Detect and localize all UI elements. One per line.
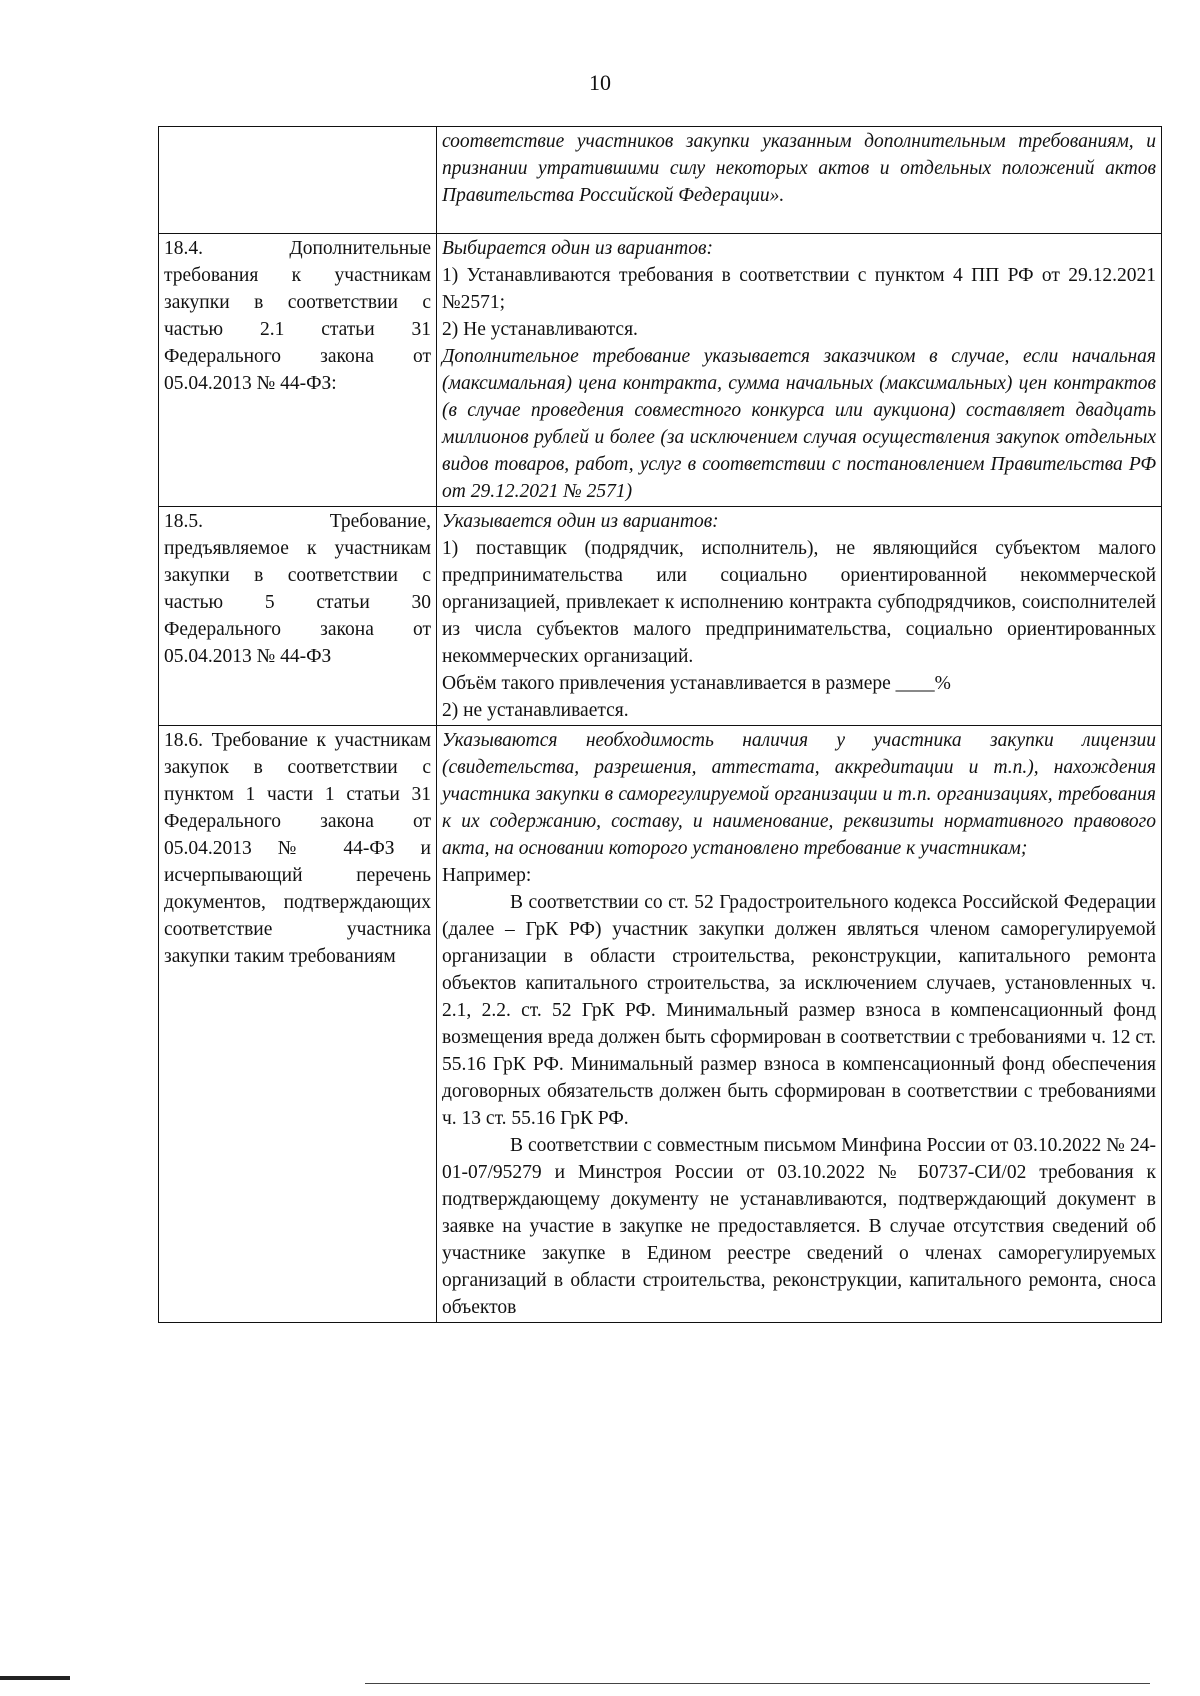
instruction-text: Указываются необходимость наличия у участника закупки лицензии (свидетельства, разрешения, аттестата, аккредитации и т.п.), нахождения участника закупки в саморегулируемой организации и т.п. организациях, требования к их содержанию, составу, и наименование, реквизиты нормативного правового акта, на основании которого установлено требование к участникам;	[442, 730, 1156, 859]
instruction-text: Указывается один из вариантов:	[442, 511, 719, 532]
table-row	[159, 234, 1162, 507]
continued-text: соответствие участников закупки указанным дополнительным требованиям, и признании утратившими силу некоторых актов и отдельных положений актов Правительства Российской Федерации».	[442, 131, 1156, 206]
row-label: 18.4. Дополнительные требования к участникам закупки в соответствии с частью 2.1 статьи 31 Федерального закона от 05.04.2013 № 44-ФЗ:	[164, 238, 431, 394]
option-text: 1) Устанавливаются требования в соответствии с пунктом 4 ПП РФ от 29.12.2021 №2571;	[442, 265, 1156, 313]
table-row	[159, 507, 1162, 726]
table-row	[159, 726, 1162, 1323]
row-content-cell	[437, 726, 1162, 1323]
option-text: 2) Не устанавливаются.	[442, 319, 638, 340]
row-label-cell	[159, 234, 437, 507]
page-number: 10	[589, 70, 611, 95]
row-label-cell	[159, 507, 437, 726]
requirements-table	[158, 126, 1162, 1323]
option-text: 1) поставщик (подрядчик, исполнитель), не являющийся субъектом малого предпринимательства или социально ориентированной некоммерческой организацией, привлекает к исполнению контракта субподрядчиков, соисполнителей из числа субъектов малого предпринимательства, социально ориентированных некоммерческих организаций.	[442, 538, 1156, 667]
option-text: Объём такого привлечения устанавливается в размере ____%	[442, 673, 951, 694]
table-row	[159, 127, 1162, 234]
instruction-text: Дополнительное требование указывается заказчиком в случае, если начальная (максимальная) цена контракта, сумма начальных (максимальных) цен контрактов (в случае проведения совместного конкурса или аукциона) составляет двадцать миллионов рублей и более (за исключением случая осуществления закупок отдельных видов товаров, работ, услуг в соответствии с постановлением Правительства РФ от 29.12.2021 № 2571)	[442, 346, 1156, 502]
example-paragraph: В соответствии со ст. 52 Градостроительного кодекса Российской Федерации (далее – ГрК РФ) участник закупки должен являться членом саморегулируемой организации в области строительства, реконструкции, капитального ремонта объектов капитального строительства, за исключением случаев, установленных ч. 2.1, 2.2. ст. 52 ГрК РФ. Минимальный размер взноса в компенсационный фонд возмещения вреда должен быть сформирован в соответствии с требованиями ч. 12 ст. 55.16 ГрК РФ. Минимальный размер взноса в компенсационный фонд обеспечения договорных обязательств должен быть сформирован в соответствии с требованиями ч. 13 ст. 55.16 ГрК РФ.	[442, 892, 1156, 1129]
footer-rule	[365, 1683, 1150, 1684]
row-label-cell	[159, 127, 437, 234]
option-text: 2) не устанавливается.	[442, 700, 629, 721]
scan-edge-mark	[0, 1676, 70, 1680]
row-label: 18.6. Требование к участникам закупок в соответствии с пунктом 1 части 1 статьи 31 Федерального закона от 05.04.2013 № 44-ФЗ и исчерпывающий перечень документов, подтверждающих соответствие участника закупки таким требованиям	[164, 730, 431, 967]
row-label: 18.5. Требование, предъявляемое к участникам закупки в соответствии с частью 5 статьи 30 Федерального закона от 05.04.2013 № 44-ФЗ	[164, 511, 431, 667]
row-content-cell	[437, 507, 1162, 726]
row-content-cell	[437, 234, 1162, 507]
example-paragraph: В соответствии с совместным письмом Минфина России от 03.10.2022 № 24-01-07/95279 и Минстроя России от 03.10.2022 № Б0737-СИ/02 требования к подтверждающему документу не устанавливаются, подтверждающий документ в заявке на участие в закупке не предоставляется. В случае отсутствия сведений об участнике закупке в Едином реестре сведений о членах саморегулируемых организаций в области строительства, реконструкции, капитального ремонта, сноса объектов	[442, 1135, 1156, 1318]
example-label: Например:	[442, 865, 532, 886]
row-label-cell	[159, 726, 437, 1323]
row-content-cell	[437, 127, 1162, 234]
instruction-text: Выбирается один из вариантов:	[442, 238, 713, 259]
